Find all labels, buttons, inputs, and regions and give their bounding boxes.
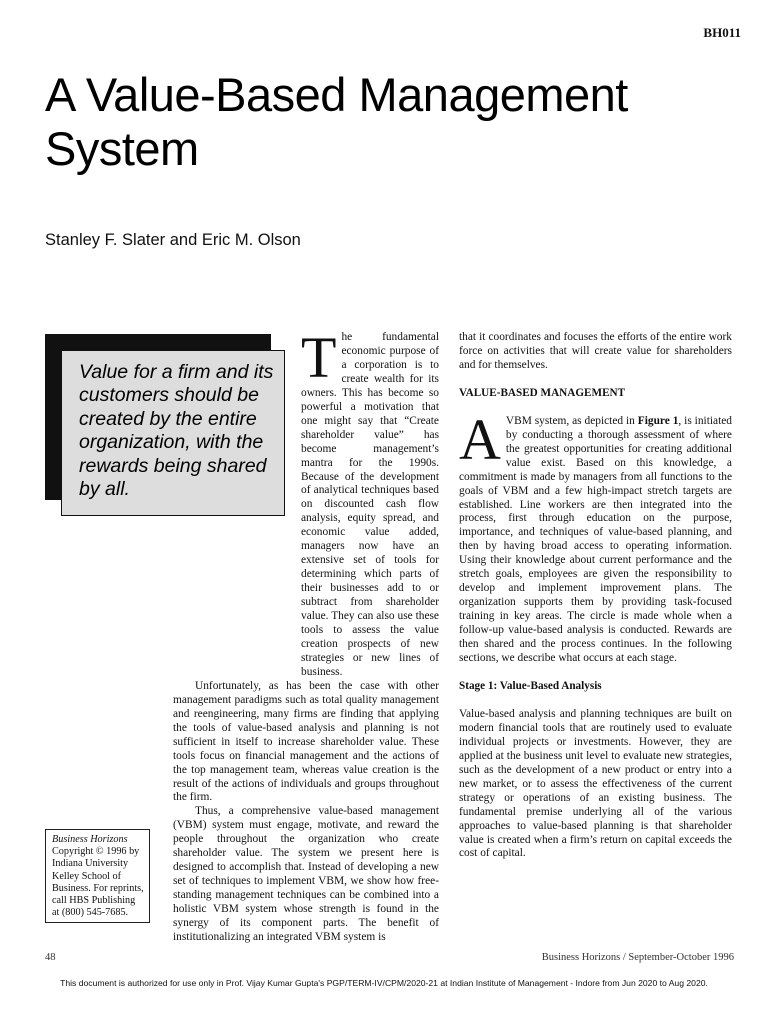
intro-paragraph (301, 325, 439, 680)
page-number: 48 (45, 952, 56, 963)
paragraph-2: Unfortunately, as has been the case with other management paradigms such as total quality management and reengineering, many firms are finding that applying the tools of value-based analysis and planning is not sufficient in itself to increase shareholder value. These tools focus on financial management and the actions of the top management team, whereas value creation is the result of the actions of individuals and groups throughout the firm. (173, 679, 439, 804)
stage1-paragraph: Value-based analysis and planning techniques are built on modern financial tools that are routinely used to evaluate individual projects or investments. However, they are applied at the business unit level to evaluate new strategies, such as the development of a new product or entry into a new market, or to assess the effectiveness of the current strategy or operations of an existing business. The fundamental premise underlying all of the various approaches to value-based planning is that shareholder value is created when a firm’s return on capital exceeds the cost of capital. (459, 707, 732, 860)
pull-quote-text: Value for a firm and its customers should be created by the entire organization, with the rewards being shared by all. (79, 361, 274, 501)
article-title: A Value-Based Management System (45, 68, 628, 175)
vbm-paragraph (459, 406, 732, 666)
drop-cap-a: A (459, 406, 501, 472)
copyright-text: Copyright © 1996 by Indiana University Kelley School of Business. For reprints, call HBS Publishing at (800) 545-7685. (52, 846, 144, 919)
column-1 (173, 325, 439, 945)
article-authors: Stanley F. Slater and Eric M. Olson (45, 231, 301, 249)
document-code: BH011 (703, 25, 741, 40)
vbm-text-post: , is initiated by conducting a thorough assessment of where the greatest opportunities for creating additional value exist. Based on this knowledge, a commitment is made by managers from all functions to the goals of VBM and a few high-impact stretch targets are established. Line workers are then integrated into the process, first through education on the purpose, importance, and techniques of value-based planning, and then by having broad access to operating information. Using their knowledge about current performance and the stretch goals, employees are given the responsibility to develop and implement improvement plans. The organization supports them by providing task-focused training in key areas. The circle is made whole when a follow-up value-based analysis is conducted. Rewards are then shared and the process continues. In the following sections, we describe what occurs at each stage. (459, 414, 732, 665)
running-footer: Business Horizons / September-October 1996 (541, 952, 734, 963)
intro-text: he fundamental economic purpose of a corporation is to create wealth for its owners. This has become so powerful a motivation that one might say that “Create shareholder value” has become management’s mantra for the 1990s. Because of the development of analytical techniques based on discounted cash flow analysis, equity spread, and economic value added, managers now have an extensive set of tools for determining which parts of their businesses add to or subtract from shareholder value. They can also use these tools to assess the value creation prospects of new strategies or new lines of business. (301, 331, 439, 678)
vbm-text-pre: VBM system, as depicted in (505, 414, 638, 427)
license-notice: This document is authorized for use only in Prof. Vijay Kumar Gupta's PGP/TERM-IV/CPM/2020-21 at Indian Institute of Management - Indore from Jun 2020 to Aug 2020. (60, 978, 708, 988)
continued-paragraph: that it coordinates and focuses the efforts of the entire work force on activities that will create value for shareholders and for themselves. (459, 331, 732, 371)
paragraph-3: Thus, a comprehensive value-based management (VBM) system must engage, motivate, and reward the people throughout the organization who create shareholder value. The system we present here is designed to accomplish that. Instead of developing a new set of techniques to implement VBM, we show how free-standing management techniques can be combined into a holistic VBM system whose strength is found in the synergy of its component parts. The benefit of institutionalizing an integrated VBM system is (173, 805, 439, 943)
column-2 (459, 331, 732, 861)
copyright-box (45, 829, 150, 923)
figure-reference: Figure 1 (637, 414, 679, 427)
section-heading-stage1: Stage 1: Value-Based Analysis (459, 679, 602, 692)
section-heading-vbm: VALUE-BASED MANAGEMENT (459, 386, 626, 399)
journal-name: Business Horizons (52, 834, 128, 845)
drop-cap-t: T (301, 325, 337, 390)
